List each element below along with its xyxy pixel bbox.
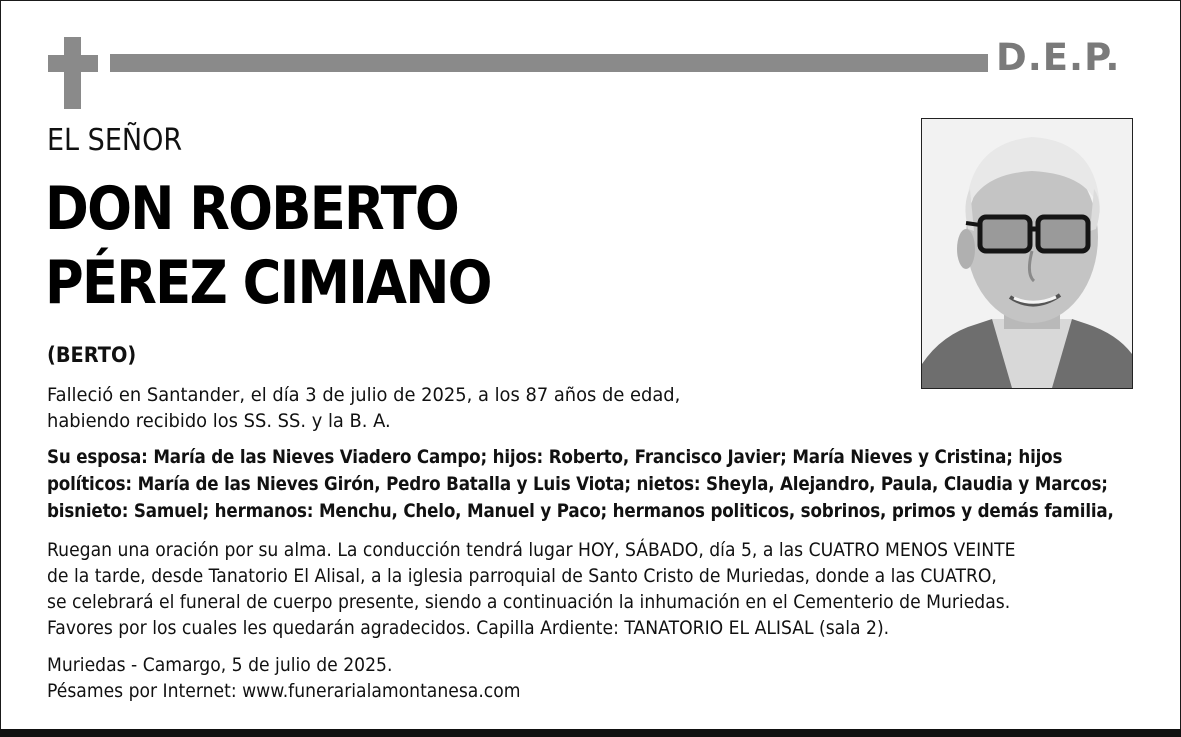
name-line-1: DON ROBERTO xyxy=(45,174,458,244)
title-prefix: EL SEÑOR xyxy=(47,123,183,158)
family-line: Su esposa: María de las Nieves Viadero Campo; hijos: Roberto, Francisco Javier; María Nieves y Cristina; hijos xyxy=(47,446,1063,468)
name-line-2: PÉREZ CIMIANO xyxy=(45,248,491,318)
condolences-website: Pésames por Internet: www.funerarialamontanesa.com xyxy=(47,680,521,702)
deceased-name xyxy=(45,172,491,320)
family-list xyxy=(47,444,1114,525)
family-line: políticos: María de las Nieves Girón, Pedro Batalla y Luis Viota; nietos: Sheyla, Alejandro, Paula, Claudia y Marcos; xyxy=(47,473,1108,495)
death-notice xyxy=(47,382,865,434)
portrait-photo xyxy=(921,118,1133,389)
portrait-illustration xyxy=(922,119,1132,388)
header-rule xyxy=(110,54,988,72)
body-line: Ruegan una oración por su alma. La conducción tendrá lugar HOY, SÁBADO, día 5, a las CUATRO MENOS VEINTE xyxy=(47,539,1016,561)
closing-block xyxy=(47,652,681,704)
cross-horizontal-bar xyxy=(48,55,98,72)
intro-line: Falleció en Santander, el día 3 de julio de 2025, a los 87 años de edad, xyxy=(47,384,681,406)
place-date: Muriedas - Camargo, 5 de julio de 2025. xyxy=(47,654,393,676)
body-line: Favores por los cuales les quedarán agradecidos. Capilla Ardiente: TANATORIO EL ALISAL (sala 2). xyxy=(47,617,890,639)
bottom-border-bar xyxy=(0,729,1181,737)
family-line: bisnieto: Samuel; hermanos: Menchu, Chelo, Manuel y Paco; hermanos politicos, sobrinos, primos y demás familia, xyxy=(47,500,1114,522)
body-line: se celebrará el funeral de cuerpo presente, siendo a continuación la inhumación en el Cementerio de Muriedas. xyxy=(47,591,1011,613)
body-line: de la tarde, desde Tanatorio El Alisal, a la iglesia parroquial de Santo Cristo de Muriedas, donde a las CUATRO, xyxy=(47,565,997,587)
intro-line: habiendo recibido los SS. SS. y la B. A. xyxy=(47,410,391,432)
nickname: (BERTO) xyxy=(47,343,137,367)
cross-vertical-bar xyxy=(64,37,81,109)
dep-label: D.E.P. xyxy=(996,36,1121,79)
ceremony-details xyxy=(47,537,1124,641)
